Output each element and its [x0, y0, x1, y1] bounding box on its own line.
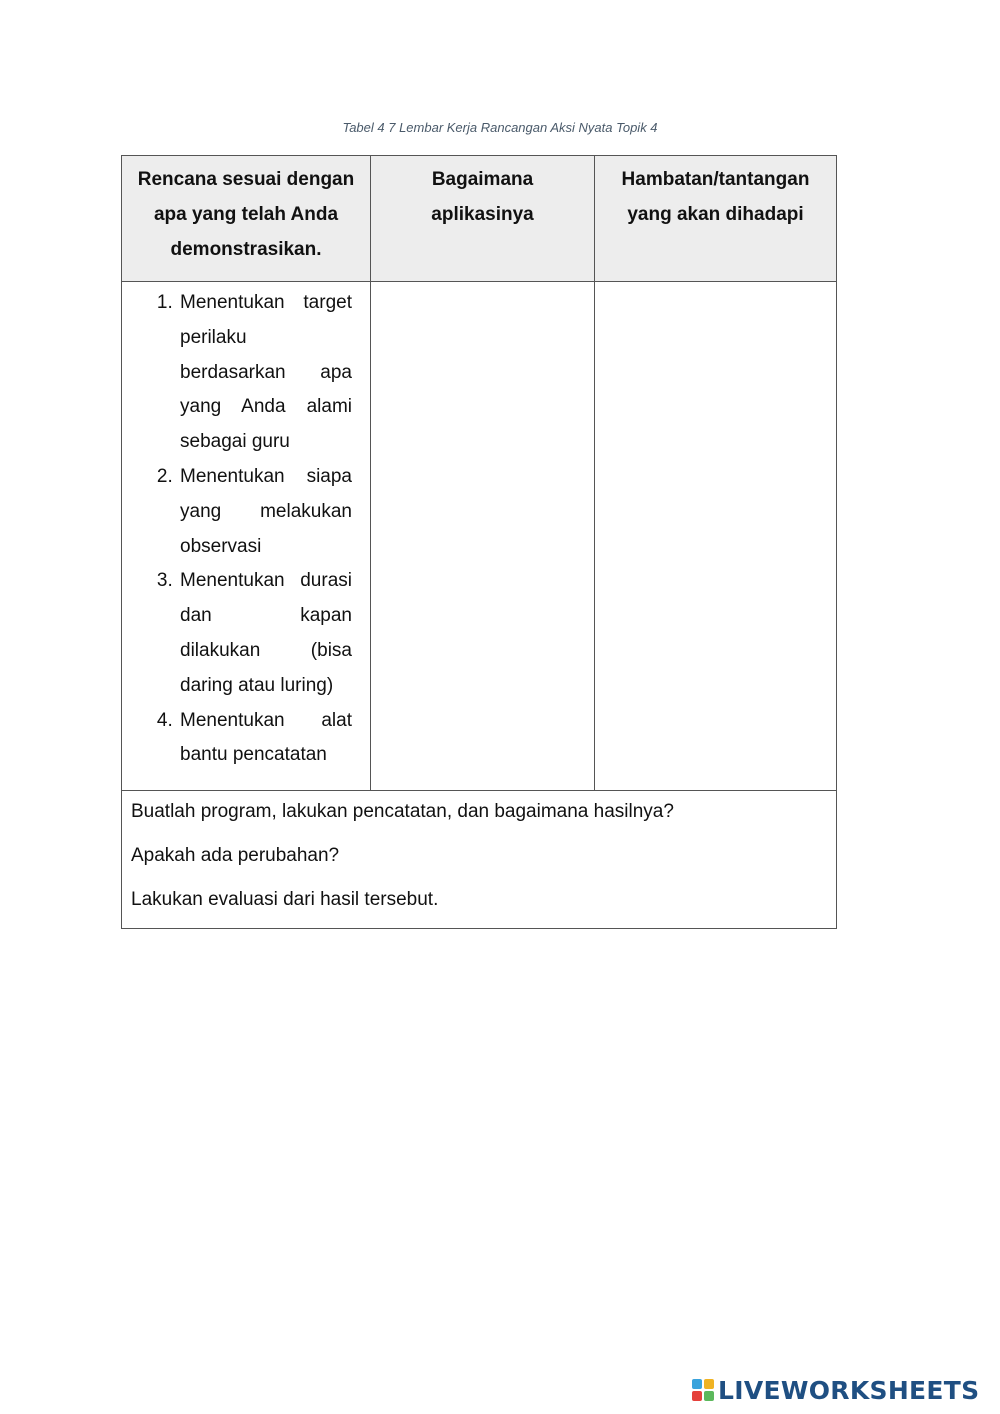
liveworksheets-logo-icon: [692, 1379, 714, 1401]
content-row: [122, 282, 837, 791]
plan-step-item: 4. Menentukan alat bantu pencatatan: [178, 704, 352, 774]
instruction-line: Apakah ada perubahan?: [131, 845, 340, 866]
instruction-line: Lakukan evaluasi dari hasil tersebut.: [131, 889, 439, 910]
application-answer-cell[interactable]: [371, 282, 595, 791]
instructions-cell: [122, 791, 837, 929]
header-plan: Rencana sesuai dengan apa yang telah Anda demonstrasikan.: [122, 156, 371, 282]
plan-step-item: 3. Menentukan durasi dan kapan dilakukan (bisa daring atau luring): [178, 564, 352, 703]
liveworksheets-logo-text: LIVEWORKSHEETS: [718, 1375, 980, 1405]
footer-row: [122, 791, 837, 929]
header-row: [122, 156, 837, 282]
action-plan-table: [121, 155, 837, 929]
plan-step-list: [134, 286, 352, 773]
plan-step-item: 1. Menentukan target perilaku berdasarkan apa yang Anda alami sebagai guru: [178, 286, 352, 460]
plan-steps-cell: [122, 282, 371, 791]
instruction-line: Buatlah program, lakukan pencatatan, dan bagaimana hasilnya?: [131, 801, 674, 822]
plan-step-item: 2. Menentukan siapa yang melakukan observasi: [178, 460, 352, 564]
header-obstacles: Hambatan/tantangan yang akan dihadapi: [595, 156, 837, 282]
obstacles-answer-cell[interactable]: [595, 282, 837, 791]
liveworksheets-logo: [692, 1376, 979, 1404]
header-application: Bagaimana aplikasinya: [371, 156, 595, 282]
table-caption: Tabel 4 7 Lembar Kerja Rancangan Aksi Nyata Topik 4: [342, 120, 658, 135]
